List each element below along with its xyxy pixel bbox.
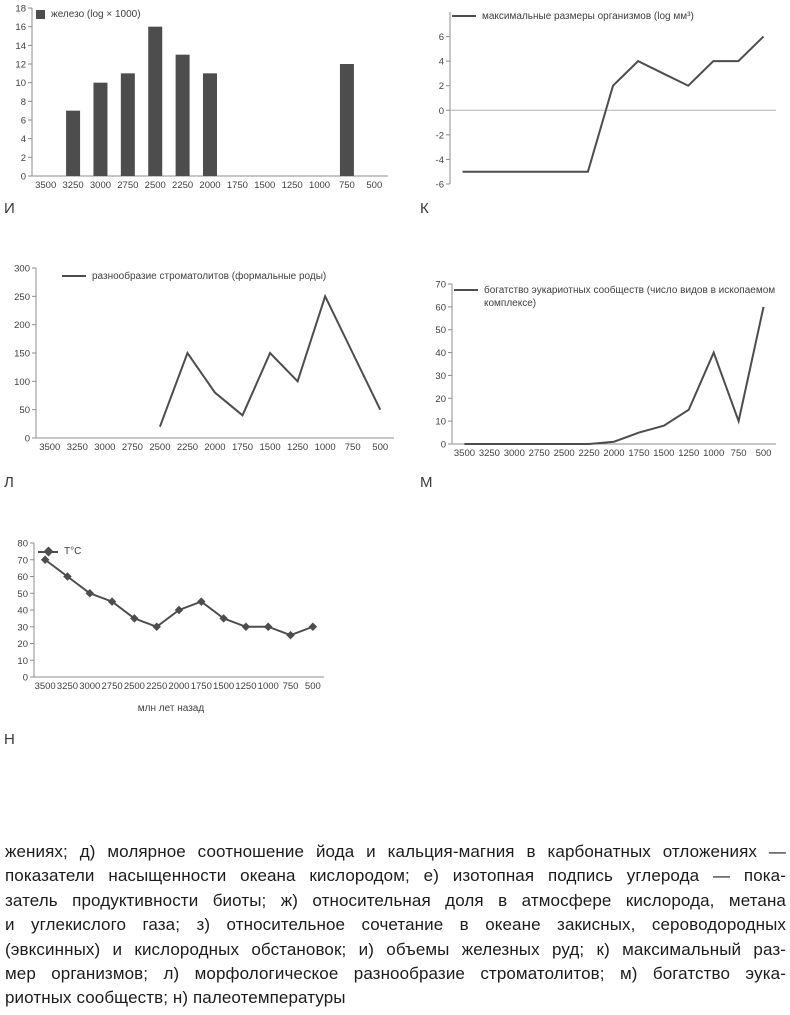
svg-text:12: 12: [15, 59, 26, 71]
svg-text:1750: 1750: [190, 681, 212, 692]
svg-text:750: 750: [282, 681, 299, 692]
svg-text:60: 60: [435, 302, 446, 314]
chart-iron-ore-volumes: [6, 2, 394, 194]
svg-text:500: 500: [304, 681, 321, 692]
svg-text:2500: 2500: [123, 681, 145, 692]
svg-text:2000: 2000: [204, 442, 226, 453]
svg-text:100: 100: [14, 376, 30, 388]
legend-temperature: [38, 545, 81, 558]
svg-text:3000: 3000: [89, 180, 112, 191]
svg-text:3500: 3500: [34, 681, 56, 692]
svg-text:50: 50: [435, 325, 446, 337]
svg-text:6: 6: [438, 32, 444, 44]
svg-text:500: 500: [366, 180, 383, 191]
legend-organism-size: [452, 10, 694, 23]
legend-label: богатство эукариотных сообществ (число видов в ископаемом комплексе): [484, 285, 776, 309]
svg-text:3000: 3000: [503, 448, 525, 459]
panel-label-k: К: [420, 200, 429, 217]
svg-text:1000: 1000: [703, 448, 725, 459]
svg-text:750: 750: [338, 180, 355, 191]
svg-text:30: 30: [435, 370, 446, 382]
svg-text:2: 2: [20, 152, 26, 164]
legend-line-swatch-icon: [454, 289, 478, 291]
svg-text:1250: 1250: [678, 448, 700, 459]
svg-text:10: 10: [15, 78, 26, 90]
svg-text:3250: 3250: [56, 681, 79, 692]
svg-text:750: 750: [730, 448, 747, 459]
svg-text:2: 2: [438, 81, 444, 93]
caption-line: показатели насыщенности океана кислородом; е) изотопная подпись углерода — пока-: [5, 866, 786, 886]
figure-caption: [5, 840, 786, 1011]
svg-text:2250: 2250: [578, 448, 600, 459]
svg-text:500: 500: [372, 442, 389, 453]
caption-line: и углекислого газа; з) относительное сочетание в океане закисных, сероводородных: [5, 915, 786, 935]
svg-text:200: 200: [14, 320, 30, 332]
svg-text:1000: 1000: [314, 442, 336, 453]
svg-text:1250: 1250: [287, 442, 309, 453]
legend-label: максимальные размеры организмов (log мм³): [482, 11, 694, 22]
svg-text:3500: 3500: [453, 448, 476, 459]
svg-text:10: 10: [435, 416, 446, 428]
caption-line: жениях; д) молярное соотношение йода и кальция-магния в карбонатных отложениях —: [5, 842, 786, 861]
legend-iron: [36, 8, 141, 21]
svg-text:0: 0: [440, 439, 446, 451]
svg-text:3250: 3250: [62, 180, 84, 191]
svg-text:50: 50: [19, 405, 30, 417]
svg-text:0: 0: [20, 171, 26, 183]
x-axis-title: млн лет назад: [137, 703, 205, 714]
svg-text:0: 0: [24, 433, 30, 445]
svg-text:3250: 3250: [66, 442, 88, 453]
svg-text:16: 16: [15, 22, 26, 34]
panel-label-n: Н: [4, 731, 15, 748]
svg-text:2500: 2500: [149, 442, 171, 453]
legend-stromatolites: [62, 270, 326, 283]
svg-text:60: 60: [17, 572, 28, 583]
svg-text:1500: 1500: [254, 180, 276, 191]
legend-label: железо (log × 1000): [51, 9, 141, 20]
svg-text:30: 30: [17, 622, 28, 634]
legend-line-swatch-icon: [62, 275, 86, 277]
svg-text:2000: 2000: [199, 180, 221, 191]
svg-text:-6: -6: [435, 179, 444, 191]
svg-text:3000: 3000: [79, 681, 101, 692]
legend-line-swatch-icon: [452, 15, 476, 17]
svg-text:0: 0: [22, 672, 28, 684]
svg-text:2000: 2000: [168, 681, 190, 692]
chart-canvas: [6, 535, 336, 695]
panel-label-i: И: [4, 200, 15, 217]
svg-text:2250: 2250: [172, 180, 194, 191]
svg-text:50: 50: [17, 588, 28, 600]
svg-text:4: 4: [20, 134, 26, 146]
chart-paleotemperature: [6, 535, 336, 695]
svg-text:80: 80: [17, 538, 28, 550]
caption-line: мер организмов; л) морфологическое разнообразие строматолитов; м) богатство эука-: [5, 964, 786, 984]
svg-text:40: 40: [17, 605, 28, 617]
svg-text:20: 20: [17, 639, 28, 650]
svg-text:-4: -4: [435, 154, 444, 166]
svg-text:300: 300: [14, 263, 30, 275]
chart-eukaryote-richness: [428, 274, 786, 466]
svg-text:20: 20: [435, 393, 446, 405]
svg-text:1500: 1500: [259, 442, 281, 453]
legend-bar-swatch-icon: [36, 10, 45, 19]
legend-label: Т°С: [64, 546, 82, 557]
svg-text:2750: 2750: [121, 442, 143, 453]
svg-text:0: 0: [438, 105, 444, 117]
chart-canvas: [6, 260, 404, 460]
svg-text:18: 18: [15, 3, 26, 15]
svg-text:1750: 1750: [226, 180, 248, 191]
svg-text:70: 70: [435, 279, 446, 291]
svg-text:14: 14: [15, 40, 26, 52]
svg-text:2000: 2000: [603, 448, 625, 459]
svg-text:1250: 1250: [281, 180, 303, 191]
caption-line: затель продуктивности биоты; ж) относительная доля в атмосфере кислорода, метана: [5, 890, 786, 910]
panel-label-l: Л: [4, 474, 14, 491]
caption-line: (эвксинных) и кислородных обстановок; и) объемы железных руд; к) максимальный раз-: [5, 939, 786, 959]
panel-label-m: М: [420, 474, 433, 491]
svg-text:1750: 1750: [231, 442, 254, 453]
svg-text:2250: 2250: [146, 681, 168, 692]
chart-stromatolite-diversity: [6, 260, 404, 460]
chart-canvas: [6, 2, 394, 194]
svg-text:1750: 1750: [628, 448, 650, 459]
svg-text:2750: 2750: [101, 681, 123, 692]
svg-text:2750: 2750: [528, 448, 550, 459]
svg-text:2500: 2500: [553, 448, 575, 459]
legend-eukaryotes: [454, 284, 782, 310]
svg-text:2500: 2500: [144, 180, 166, 191]
chart-canvas: [428, 2, 786, 194]
svg-text:150: 150: [14, 348, 30, 360]
svg-text:750: 750: [344, 442, 361, 453]
svg-text:3250: 3250: [478, 448, 500, 459]
svg-text:3500: 3500: [35, 180, 57, 191]
svg-text:1500: 1500: [213, 681, 235, 692]
svg-text:1000: 1000: [257, 681, 279, 692]
svg-text:40: 40: [435, 348, 446, 360]
svg-text:4: 4: [438, 56, 444, 68]
caption-line: риотных сообществ; н) палеотемпературы: [5, 988, 346, 1008]
svg-text:1000: 1000: [308, 180, 331, 191]
svg-text:-2: -2: [435, 130, 444, 142]
svg-text:3500: 3500: [39, 442, 61, 453]
svg-text:2750: 2750: [117, 180, 139, 191]
legend-diamond-line-swatch-icon: [38, 551, 58, 553]
svg-text:500: 500: [755, 448, 772, 459]
svg-text:6: 6: [20, 115, 26, 127]
svg-text:1500: 1500: [653, 448, 675, 459]
svg-text:250: 250: [14, 291, 30, 303]
svg-text:1250: 1250: [235, 681, 257, 692]
svg-text:2250: 2250: [176, 442, 199, 453]
svg-text:70: 70: [17, 555, 28, 567]
legend-label: разнообразие строматолитов (формальные роды): [92, 271, 327, 282]
svg-text:10: 10: [17, 655, 28, 667]
chart-max-organism-size: [428, 2, 786, 194]
svg-text:8: 8: [20, 96, 26, 108]
svg-text:3000: 3000: [94, 442, 116, 453]
